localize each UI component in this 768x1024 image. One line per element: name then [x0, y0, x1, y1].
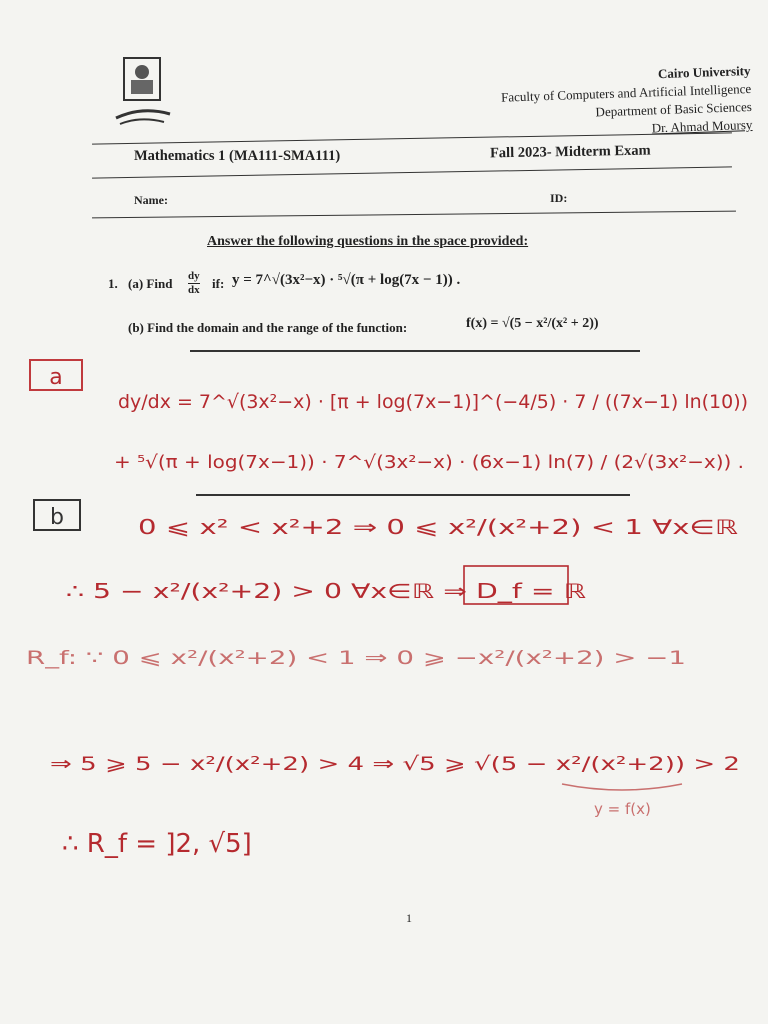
part-b-line1: 0 ⩽ x² < x²+2 ⇒ 0 ⩽ x²/(x²+2) < 1 ∀x∈ℝ: [138, 515, 739, 539]
instructor-name: Dr. Ahmad Moursy: [651, 116, 753, 136]
university-logo-icon: [112, 52, 174, 128]
university-name: Cairo University: [657, 62, 751, 82]
dy-dx-fraction: dy dx: [188, 270, 200, 296]
handwritten-part-b: [22, 494, 762, 874]
part-b-line4: ⇒ 5 ⩾ 5 − x²/(x²+2) > 4 ⇒ √5 ⩾ √(5 − x²/(x²+2)) > 2: [50, 753, 740, 775]
department-name: Department of Basic Sciences: [595, 98, 752, 120]
part-b-line3: R_f: ∵ 0 ⩽ x²/(x²+2) < 1 ⇒ 0 ⩾ −x²/(x²+2) > −1: [26, 647, 686, 669]
id-label: ID:: [550, 191, 568, 205]
part-b-line4-note: y = f(x): [594, 800, 651, 818]
header-rule-middle: [92, 166, 732, 178]
page-number: 1: [406, 911, 412, 925]
instructions: Answer the following questions in the space provided:: [207, 234, 529, 249]
brace-underline: [562, 784, 682, 790]
course-title: Mathematics 1 (MA111-SMA111): [134, 148, 341, 164]
university-info: [500, 62, 753, 143]
exam-term: Fall 2023- Midterm Exam: [489, 142, 651, 162]
part-b-expression: f(x) = √(5 − x²/(x² + 2)): [466, 316, 599, 331]
header-rule-bottom: [92, 211, 736, 219]
part-a-label: (a) Find: [128, 276, 173, 291]
part-b-line2: ∴ 5 − x²/(x²+2) > 0 ∀x∈ℝ ⇒ D_f = ℝ: [66, 579, 587, 603]
part-a-derivative-line2: + ⁵√(π + log(7x−1)) · 7^√(3x²−x) · (6x−1) ln(7) / (2√(3x²−x)) .: [114, 452, 744, 473]
part-a-derivative-line1: dy/dx = 7^√(3x²−x) · [π + log(7x−1)]^(−4/5) · 7 / ((7x−1) ln(10)): [118, 391, 748, 413]
faculty-name: Faculty of Computers and Artificial Intelligence: [500, 80, 752, 105]
part-b-label: (b) Find the domain and the range of the function:: [128, 320, 408, 335]
question-number: 1.: [108, 276, 118, 291]
range-answer: ∴ R_f = ]2, √5]: [62, 829, 252, 859]
handwritten-part-a: [22, 352, 762, 492]
name-label: Name:: [134, 193, 168, 207]
part-b-tag: b: [50, 505, 64, 530]
part-a-expression: y = 7^√(3x²−x) · ⁵√(π + log(7x − 1)) .: [232, 272, 461, 288]
part-a-tag: a: [49, 365, 63, 390]
part-a-if: if:: [212, 276, 225, 291]
